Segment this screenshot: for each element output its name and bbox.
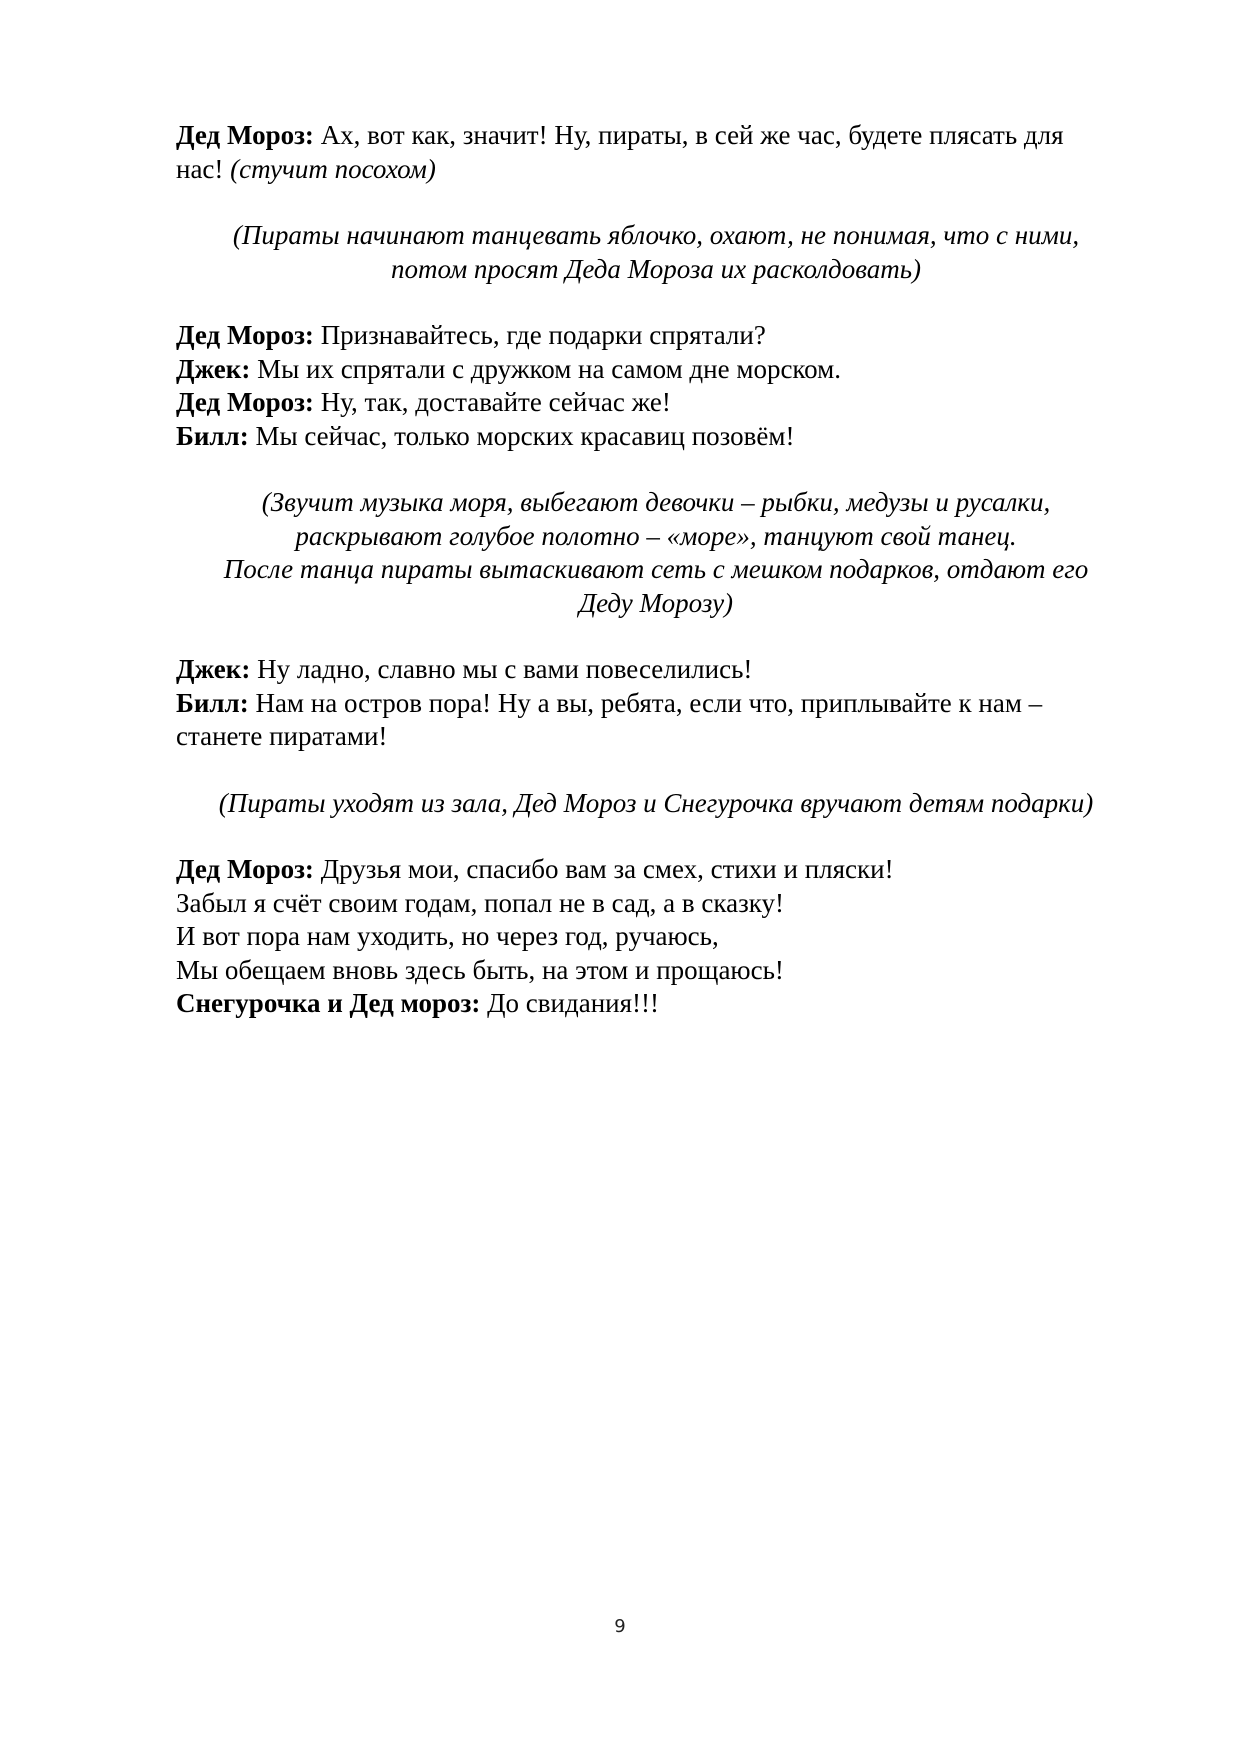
speaker-name: Дед Мороз: — [176, 387, 314, 417]
dialog-text: Ах, вот как, значит! Ну, пираты, в сей же час, будете плясать для — [313, 120, 1064, 150]
dialog-text: Друзья мои, спасибо вам за смех, стихи и пляски! — [313, 854, 894, 884]
dialog-line — [176, 987, 1136, 1021]
stage-line: (Звучит музыка моря, выбегают девочки – рыбки, медузы и русалки, — [261, 487, 1051, 517]
dialog-line — [176, 319, 1136, 353]
dialog-line — [176, 653, 1136, 687]
page-number: 9 — [614, 1616, 626, 1637]
stage-direction — [176, 787, 1136, 821]
stage-line: Деду Морозу) — [578, 587, 734, 618]
dialog-line — [176, 153, 1136, 187]
speaker-name: Снегурочка и Дед мороз: — [176, 988, 481, 1018]
dialog-line — [176, 353, 1136, 387]
stage-direction — [176, 486, 1136, 620]
dialog-line — [176, 420, 1136, 454]
stage-line: После танца пираты вытаскивают сеть с мешком подарков, отдают его — [223, 554, 1089, 584]
script-text — [176, 119, 1136, 1021]
dialog-text: Ну ладно, славно мы с вами повеселились! — [250, 654, 753, 684]
speaker-name: Дед Мороз: — [176, 854, 314, 884]
dialog-text: Ну, так, доставайте сейчас же! — [313, 387, 671, 417]
speaker-name: Дед Мороз: — [176, 120, 314, 150]
dialog-text: До свидания!!! — [480, 988, 660, 1018]
dialog-text: Признавайтесь, где подарки спрятали? — [313, 320, 766, 350]
speaker-name: Билл: — [176, 687, 249, 718]
speaker-name: Джек: — [176, 654, 251, 684]
stage-line: (Пираты начинают танцевать яблочко, охают, не понимая, что с ними, — [232, 220, 1080, 250]
stage-direction — [176, 219, 1136, 286]
dialog-line — [176, 720, 1136, 754]
speaker-name: Билл: — [176, 420, 249, 451]
dialog-line — [176, 119, 1136, 153]
stage-line: раскрывают голубое полотно – «море», танцуют свой танец. — [295, 520, 1017, 551]
dialog-text: Мы сейчас, только морских красавиц позовём! — [248, 420, 795, 451]
dialog-line — [176, 386, 1136, 420]
dialog-text: нас! — [176, 153, 231, 184]
dialog-line — [176, 853, 1136, 887]
speaker-name: Дед Мороз: — [176, 320, 314, 350]
speaker-name: Джек: — [176, 353, 251, 384]
poem-line: Мы обещаем вновь здесь быть, на этом и прощаюсь! — [176, 954, 784, 985]
stage-line: (Пираты уходят из зала, Дед Мороз и Снегурочка вручают детям подарки) — [218, 787, 1094, 818]
stage-direction-inline: (стучит посохом) — [230, 153, 436, 184]
dialog-text: Мы их спрятали с дружком на самом дне морском. — [250, 353, 841, 384]
dialog-text: станете пиратами! — [176, 721, 388, 751]
stage-line: потом просят Деда Мороза их расколдовать) — [390, 253, 922, 284]
poem-line: И вот пора нам уходить, но через год, ручаюсь, — [176, 921, 719, 951]
dialog-text: Нам на остров пора! Ну а вы, ребята, если что, приплывайте к нам – — [248, 687, 1043, 718]
poem-line: Забыл я счёт своим годам, попал не в сад, а в сказку! — [176, 887, 784, 918]
dialog-line — [176, 687, 1136, 721]
